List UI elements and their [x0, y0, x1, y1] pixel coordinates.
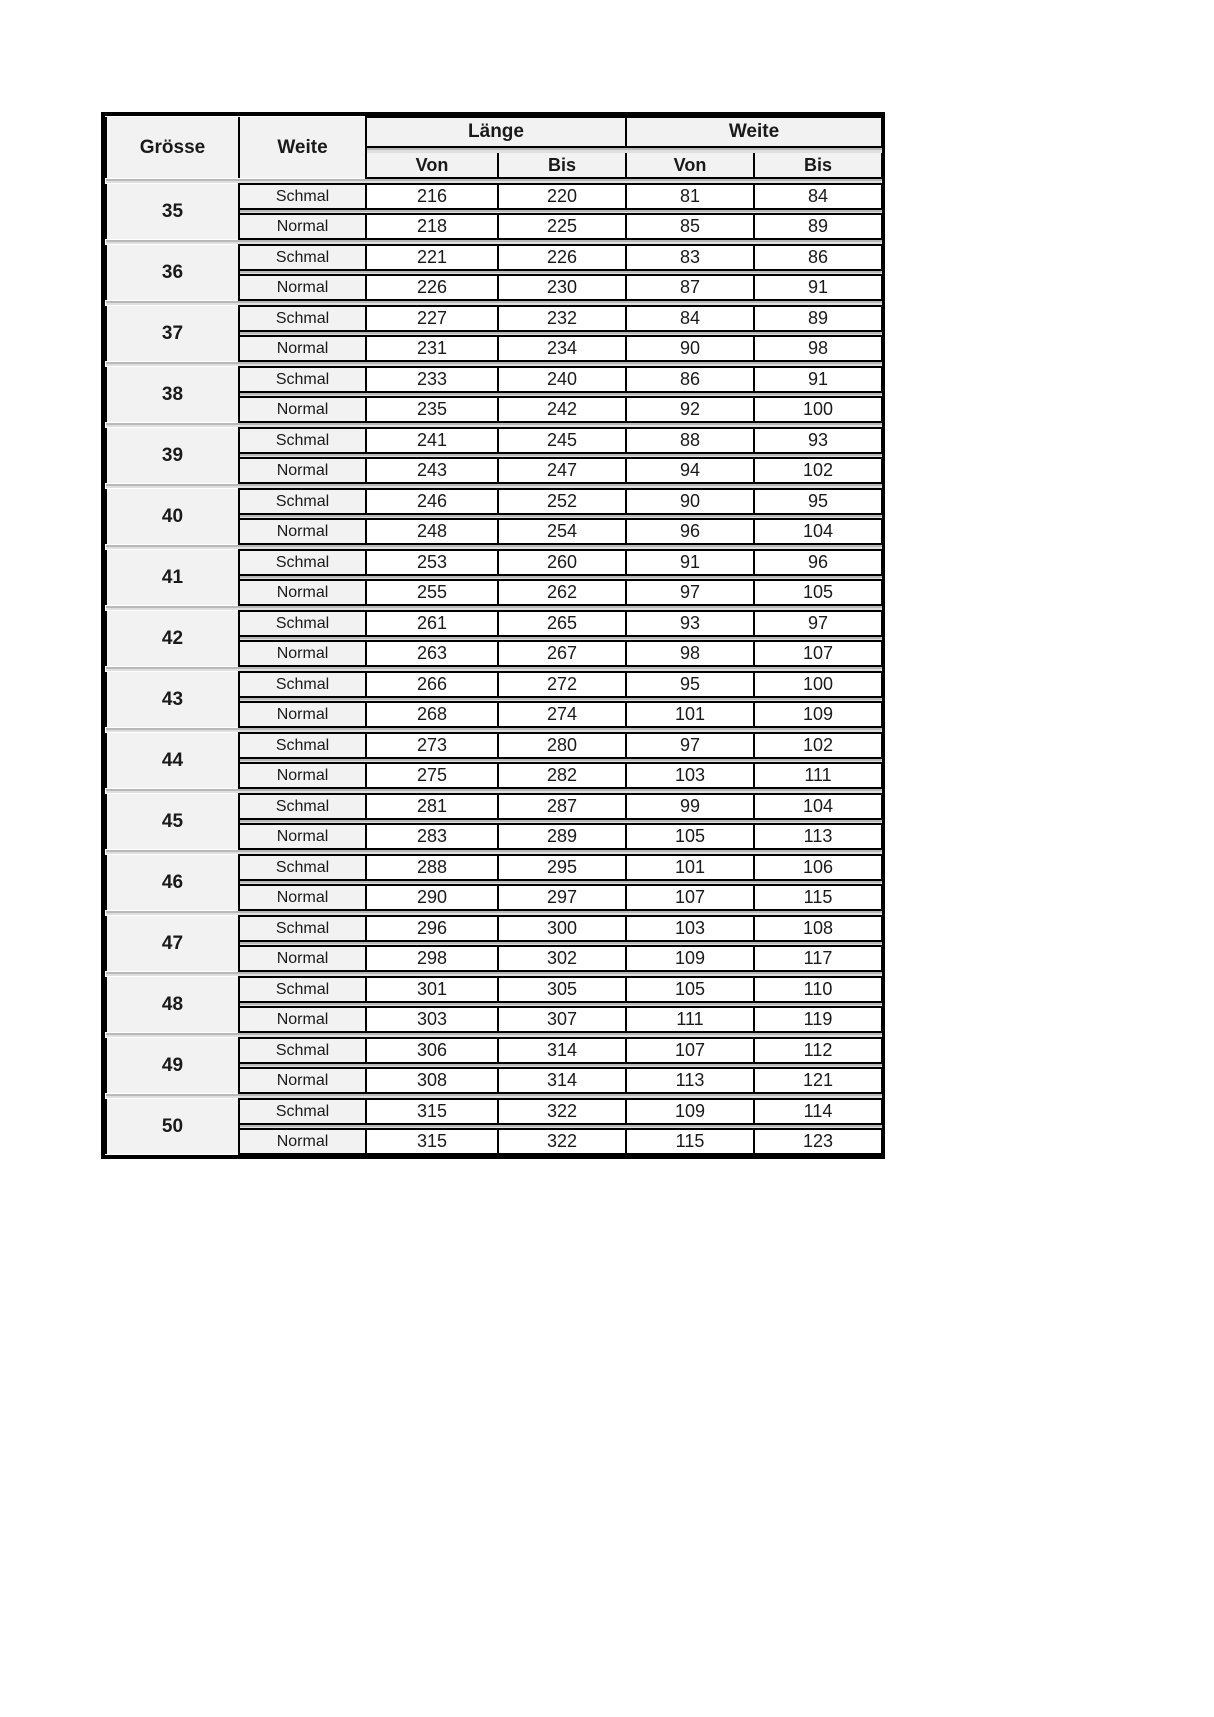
width-type-cell: Normal: [239, 519, 366, 544]
width-from-cell: 84: [626, 306, 754, 331]
width-from-cell: 88: [626, 428, 754, 453]
length-to-cell: 245: [498, 428, 626, 453]
length-from-cell: 216: [366, 184, 498, 209]
length-to-cell: 274: [498, 702, 626, 727]
width-type-cell: Normal: [239, 1129, 366, 1154]
length-from-cell: 255: [366, 580, 498, 605]
width-from-cell: 90: [626, 489, 754, 514]
table-row-schmal: [106, 489, 882, 514]
table-row-schmal: [106, 306, 882, 331]
table-row-schmal: [106, 1038, 882, 1063]
length-to-cell: 260: [498, 550, 626, 575]
width-from-cell: 81: [626, 184, 754, 209]
length-to-cell: 262: [498, 580, 626, 605]
size-cell: 40: [106, 489, 239, 544]
size-cell: 47: [106, 916, 239, 971]
width-type-cell: Schmal: [239, 428, 366, 453]
width-from-cell: 113: [626, 1068, 754, 1093]
width-type-cell: Schmal: [239, 306, 366, 331]
width-to-cell: 91: [754, 367, 882, 392]
length-to-cell: 307: [498, 1007, 626, 1032]
width-from-cell: 83: [626, 245, 754, 270]
size-cell: 50: [106, 1099, 239, 1154]
length-from-cell: 221: [366, 245, 498, 270]
width-from-cell: 94: [626, 458, 754, 483]
width-from-cell: 99: [626, 794, 754, 819]
width-to-cell: 84: [754, 184, 882, 209]
size-table: [105, 116, 883, 1155]
size-cell: 49: [106, 1038, 239, 1093]
laenge-bis-header: Bis: [498, 153, 626, 178]
table-row-schmal: [106, 245, 882, 270]
width-to-cell: 105: [754, 580, 882, 605]
width-to-cell: 93: [754, 428, 882, 453]
table-row-schmal: [106, 1099, 882, 1124]
table-row-schmal: [106, 367, 882, 392]
length-to-cell: 314: [498, 1068, 626, 1093]
width-to-cell: 117: [754, 946, 882, 971]
width-type-cell: Normal: [239, 1068, 366, 1093]
length-to-cell: 302: [498, 946, 626, 971]
length-from-cell: 241: [366, 428, 498, 453]
width-to-cell: 104: [754, 519, 882, 544]
width-to-cell: 100: [754, 397, 882, 422]
length-from-cell: 246: [366, 489, 498, 514]
width-from-cell: 86: [626, 367, 754, 392]
length-to-cell: 322: [498, 1099, 626, 1124]
size-cell: 39: [106, 428, 239, 483]
size-cell: 46: [106, 855, 239, 910]
width-to-cell: 112: [754, 1038, 882, 1063]
width-from-cell: 109: [626, 946, 754, 971]
length-to-cell: 280: [498, 733, 626, 758]
width-to-cell: 102: [754, 458, 882, 483]
length-to-cell: 282: [498, 763, 626, 788]
width-from-cell: 101: [626, 855, 754, 880]
width-type-cell: Schmal: [239, 672, 366, 697]
laenge-von-header: Von: [366, 153, 498, 178]
grosse-header: Grösse: [106, 117, 239, 178]
width-from-cell: 105: [626, 977, 754, 1002]
length-from-cell: 243: [366, 458, 498, 483]
length-from-cell: 281: [366, 794, 498, 819]
width-type-cell: Normal: [239, 946, 366, 971]
width-type-cell: Schmal: [239, 794, 366, 819]
width-from-cell: 111: [626, 1007, 754, 1032]
width-to-cell: 102: [754, 733, 882, 758]
width-from-cell: 95: [626, 672, 754, 697]
length-from-cell: 231: [366, 336, 498, 361]
width-to-cell: 110: [754, 977, 882, 1002]
width-to-cell: 114: [754, 1099, 882, 1124]
length-from-cell: 268: [366, 702, 498, 727]
width-type-cell: Normal: [239, 885, 366, 910]
size-cell: 42: [106, 611, 239, 666]
length-from-cell: 235: [366, 397, 498, 422]
width-from-cell: 101: [626, 702, 754, 727]
width-to-cell: 106: [754, 855, 882, 880]
length-from-cell: 275: [366, 763, 498, 788]
table-row-schmal: [106, 672, 882, 697]
length-to-cell: 230: [498, 275, 626, 300]
shoe-size-chart: [101, 112, 885, 1159]
width-from-cell: 105: [626, 824, 754, 849]
width-type-cell: Normal: [239, 214, 366, 239]
width-from-cell: 115: [626, 1129, 754, 1154]
width-to-cell: 86: [754, 245, 882, 270]
length-from-cell: 248: [366, 519, 498, 544]
width-type-cell: Schmal: [239, 550, 366, 575]
width-from-cell: 97: [626, 580, 754, 605]
width-type-cell: Normal: [239, 580, 366, 605]
length-from-cell: 296: [366, 916, 498, 941]
width-from-cell: 90: [626, 336, 754, 361]
width-to-cell: 98: [754, 336, 882, 361]
laenge-group-header: Länge: [366, 117, 626, 147]
width-type-cell: Schmal: [239, 1038, 366, 1063]
width-to-cell: 123: [754, 1129, 882, 1154]
length-from-cell: 301: [366, 977, 498, 1002]
table-row-schmal: [106, 184, 882, 209]
weite-bis-header: Bis: [754, 153, 882, 178]
width-to-cell: 89: [754, 214, 882, 239]
width-from-cell: 87: [626, 275, 754, 300]
table-row-schmal: [106, 550, 882, 575]
width-to-cell: 89: [754, 306, 882, 331]
width-type-cell: Normal: [239, 1007, 366, 1032]
width-type-cell: Normal: [239, 458, 366, 483]
width-to-cell: 108: [754, 916, 882, 941]
width-from-cell: 85: [626, 214, 754, 239]
width-type-cell: Schmal: [239, 611, 366, 636]
width-type-cell: Schmal: [239, 733, 366, 758]
width-from-cell: 97: [626, 733, 754, 758]
width-type-cell: Normal: [239, 336, 366, 361]
width-from-cell: 103: [626, 916, 754, 941]
width-type-cell: Normal: [239, 275, 366, 300]
width-type-cell: Schmal: [239, 855, 366, 880]
length-to-cell: 226: [498, 245, 626, 270]
table-row-schmal: [106, 794, 882, 819]
length-from-cell: 298: [366, 946, 498, 971]
length-to-cell: 322: [498, 1129, 626, 1154]
width-from-cell: 103: [626, 763, 754, 788]
width-to-cell: 109: [754, 702, 882, 727]
width-from-cell: 107: [626, 885, 754, 910]
width-type-cell: Schmal: [239, 184, 366, 209]
width-type-cell: Schmal: [239, 1099, 366, 1124]
length-from-cell: 261: [366, 611, 498, 636]
length-to-cell: 242: [498, 397, 626, 422]
size-cell: 35: [106, 184, 239, 239]
width-to-cell: 104: [754, 794, 882, 819]
length-to-cell: 272: [498, 672, 626, 697]
length-from-cell: 253: [366, 550, 498, 575]
table-row-schmal: [106, 611, 882, 636]
width-type-cell: Schmal: [239, 367, 366, 392]
size-cell: 44: [106, 733, 239, 788]
length-from-cell: 226: [366, 275, 498, 300]
length-to-cell: 305: [498, 977, 626, 1002]
length-to-cell: 220: [498, 184, 626, 209]
table-row-schmal: [106, 733, 882, 758]
width-type-cell: Normal: [239, 824, 366, 849]
width-to-cell: 107: [754, 641, 882, 666]
width-to-cell: 121: [754, 1068, 882, 1093]
length-to-cell: 267: [498, 641, 626, 666]
length-to-cell: 247: [498, 458, 626, 483]
width-type-cell: Schmal: [239, 489, 366, 514]
length-from-cell: 315: [366, 1099, 498, 1124]
width-to-cell: 115: [754, 885, 882, 910]
length-from-cell: 308: [366, 1068, 498, 1093]
width-type-cell: Schmal: [239, 916, 366, 941]
table-row-schmal: [106, 977, 882, 1002]
width-from-cell: 96: [626, 519, 754, 544]
length-to-cell: 314: [498, 1038, 626, 1063]
length-from-cell: 227: [366, 306, 498, 331]
length-to-cell: 254: [498, 519, 626, 544]
length-from-cell: 283: [366, 824, 498, 849]
width-type-cell: Schmal: [239, 245, 366, 270]
size-cell: 38: [106, 367, 239, 422]
length-from-cell: 288: [366, 855, 498, 880]
width-from-cell: 107: [626, 1038, 754, 1063]
length-from-cell: 266: [366, 672, 498, 697]
size-cell: 41: [106, 550, 239, 605]
weite-von-header: Von: [626, 153, 754, 178]
length-to-cell: 300: [498, 916, 626, 941]
length-from-cell: 233: [366, 367, 498, 392]
width-to-cell: 91: [754, 275, 882, 300]
size-cell: 48: [106, 977, 239, 1032]
width-type-cell: Normal: [239, 702, 366, 727]
weite-group-header: Weite: [626, 117, 882, 147]
length-from-cell: 306: [366, 1038, 498, 1063]
length-to-cell: 240: [498, 367, 626, 392]
size-cell: 37: [106, 306, 239, 361]
table-row-schmal: [106, 916, 882, 941]
table-row-schmal: [106, 855, 882, 880]
weite-col-header: Weite: [239, 117, 366, 178]
width-to-cell: 100: [754, 672, 882, 697]
length-to-cell: 297: [498, 885, 626, 910]
width-to-cell: 96: [754, 550, 882, 575]
length-to-cell: 234: [498, 336, 626, 361]
size-cell: 36: [106, 245, 239, 300]
length-to-cell: 225: [498, 214, 626, 239]
width-to-cell: 97: [754, 611, 882, 636]
width-from-cell: 92: [626, 397, 754, 422]
table-row-schmal: [106, 428, 882, 453]
width-to-cell: 119: [754, 1007, 882, 1032]
width-from-cell: 98: [626, 641, 754, 666]
width-from-cell: 91: [626, 550, 754, 575]
length-from-cell: 273: [366, 733, 498, 758]
size-cell: 45: [106, 794, 239, 849]
length-to-cell: 252: [498, 489, 626, 514]
length-from-cell: 315: [366, 1129, 498, 1154]
length-from-cell: 263: [366, 641, 498, 666]
length-to-cell: 265: [498, 611, 626, 636]
length-to-cell: 295: [498, 855, 626, 880]
size-cell: 43: [106, 672, 239, 727]
width-to-cell: 113: [754, 824, 882, 849]
width-type-cell: Normal: [239, 397, 366, 422]
width-from-cell: 93: [626, 611, 754, 636]
length-to-cell: 289: [498, 824, 626, 849]
width-to-cell: 111: [754, 763, 882, 788]
width-from-cell: 109: [626, 1099, 754, 1124]
length-from-cell: 218: [366, 214, 498, 239]
length-from-cell: 303: [366, 1007, 498, 1032]
width-to-cell: 95: [754, 489, 882, 514]
width-type-cell: Schmal: [239, 977, 366, 1002]
length-to-cell: 232: [498, 306, 626, 331]
length-to-cell: 287: [498, 794, 626, 819]
length-from-cell: 290: [366, 885, 498, 910]
width-type-cell: Normal: [239, 763, 366, 788]
width-type-cell: Normal: [239, 641, 366, 666]
